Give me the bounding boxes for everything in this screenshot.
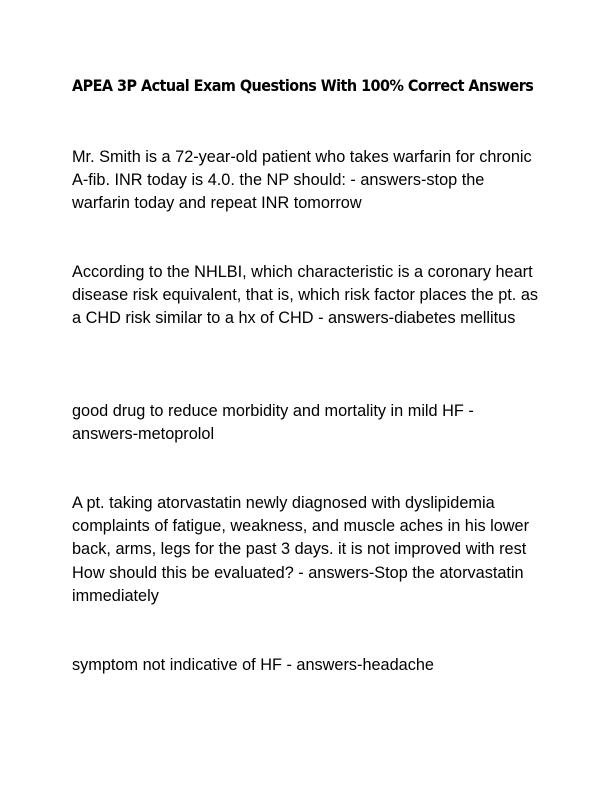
question-answer-2: According to the NHLBI, which characteristic is a coronary heart disease risk equivalent, that is, which risk factor places the pt. as a CHD risk similar to a hx of CHD - answers-diabetes mellitus [72, 263, 539, 328]
document-title: APEA 3P Actual Exam Questions With 100% Correct Answers [72, 76, 534, 95]
question-answer-4: A pt. taking atorvastatin newly diagnosed with dyslipidemia complaints of fatigue, weakness, and muscle aches in his lower back, arms, legs for the past 3 days. it is not improved with rest How should this be evaluated? - answers-Stop the atorvastatin immediately [72, 494, 530, 605]
question-answer-1: Mr. Smith is a 72-year-old patient who takes warfarin for chronic A-fib. INR today is 4.0. the NP should: - answers-stop the warfarin today and repeat INR tomorrow [72, 148, 532, 213]
question-answer-3: good drug to reduce morbidity and mortality in mild HF - answers-metoprolol [72, 402, 474, 444]
question-answer-5: symptom not indicative of HF - answers-headache [72, 656, 434, 674]
